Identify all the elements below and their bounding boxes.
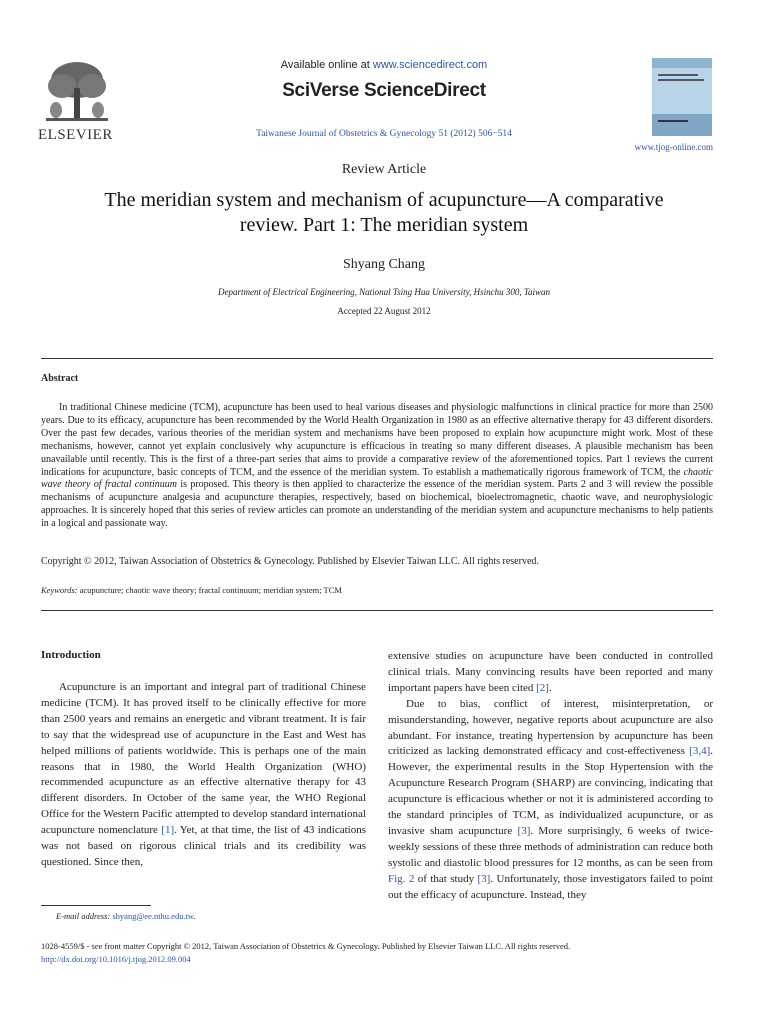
journal-cover-thumbnail-icon[interactable] <box>652 58 712 136</box>
ref-3-4-link[interactable]: [3,4] <box>689 745 711 758</box>
keywords-line <box>41 585 342 595</box>
ref-1-link[interactable]: [1] <box>161 824 175 837</box>
publisher-logo-text: ELSEVIER <box>38 127 113 143</box>
right-p1-a: extensive studies on acupuncture have been conducted in controlled clinical trials. Many convincing results have been reported and many important papers have been cited <box>388 650 713 694</box>
article-title-line-1: The meridian system and mechanism of acupuncture—A comparative <box>104 189 664 211</box>
right-p2-d: of that study <box>414 872 478 885</box>
author-affiliation: Department of Electrical Engineering, National Tsing Hua University, Hsinchu 300, Taiwan <box>217 287 551 297</box>
abstract-text-italic: chaotic wave theory of fractal continuum <box>41 466 713 491</box>
right-p2-c: . More surprisingly, 6 weeks of twice-weekly sessions of these three methods of administration can reduce both systolic and diastolic blood pressures for 12 months, as can be seen from <box>388 824 713 869</box>
abstract-top-divider <box>41 358 713 359</box>
article-type: Review Article <box>341 162 427 177</box>
left-p1-b: . Yet, at that time, the list of 43 indications was not based on rigorous clinical trials and its credibility was questioned. Since then, <box>41 824 367 868</box>
sciencedirect-link[interactable]: www.sciencedirect.com <box>372 59 488 71</box>
accepted-date: Accepted 22 August 2012 <box>337 306 431 316</box>
footnote-divider <box>41 905 151 906</box>
article-title-line-2: review. Part 1: The meridian system <box>239 214 529 236</box>
issn-copyright-line: 1028-4559/$ - see front matter Copyright © 2012, Taiwan Association of Obstetrics & Gynecology. Published by Elsevier Taiwan LLC. All rights reserved. <box>41 941 571 951</box>
right-p2-a: Due to bias, conflict of interest, misinterpretation, or misunderstanding, however, negative reports about acupuncture are also abundant. For instance, treating hypertension by acupuncture has been criticized as lacking demonstrated efficacy and cost-effectiveness <box>388 697 713 758</box>
journal-url-link[interactable]: www.tjog-online.com <box>634 142 713 152</box>
doi-link[interactable]: http://dx.doi.org/10.1016/j.tjog.2012.09.004 <box>41 953 191 964</box>
available-online-prefix: Available online at <box>280 59 373 71</box>
footnote-end: . <box>193 911 196 921</box>
email-label: E-mail address: <box>56 911 111 921</box>
keywords-list: acupuncture; chaotic wave theory; fractal continuum; meridian system; TCM <box>77 585 342 595</box>
abstract-text <box>41 402 713 531</box>
abstract-heading: Abstract <box>41 373 79 384</box>
ref-3-link[interactable]: [3] <box>517 824 531 837</box>
right-p1-b: . <box>548 681 552 694</box>
right-column-text <box>388 649 713 904</box>
right-p2-e: . Unfortunately, those investigators failed to point out the efficacy of acupuncture. Instead, they <box>388 872 713 901</box>
journal-citation[interactable]: Taiwanese Journal of Obstetrics & Gynecology 51 (2012) 506−514 <box>256 129 512 139</box>
right-p2-b: . However, the experimental results in the Stop Hypertension with the Acupuncture Research Program (SHARP) are convincing, indicating that acupuncture is efficacious whether or not it is administered according to the standard principles of TCM, as individualized acupuncture, or as invasive sham acupuncture <box>388 745 713 837</box>
fig-2-link[interactable]: Fig. 2 <box>388 872 415 885</box>
article-title <box>40 188 728 238</box>
ref-2-link[interactable]: [2] <box>536 681 549 694</box>
abstract-bottom-divider <box>41 610 713 611</box>
left-column-text <box>41 680 366 871</box>
footnote-email <box>56 911 196 921</box>
abstract-copyright: Copyright © 2012, Taiwan Association of Obstetrics & Gynecology. Published by Elsevier Taiwan LLC. All rights reserved. <box>41 556 539 567</box>
keywords-label: Keywords: <box>41 585 78 595</box>
ref-3-link-b[interactable]: [3] <box>477 872 491 885</box>
author-name: Shyang Chang <box>342 257 426 272</box>
left-p1-a: Acupuncture is an important and integral part of traditional Chinese medicine (TCM). It has proved itself to be clinically effective for more than 2500 years and remains an energetic and vibrant treatment. It is fair to say that the widespread use of acupuncture in the East and West has helped millions of patients worldwide. This is perhaps one of the main reasons that in 1980, the World Health Organization (WHO) recommended acupuncture as an effective alternative therapy for 43 different disorders. In October of the same year, the WHO Regional Office for the Western Pacific attempted to develop standard international acupuncture nomenclature <box>41 681 366 837</box>
page-footer <box>41 940 713 965</box>
author-email-link[interactable]: shyang@ee.nthu.edu.tw <box>112 911 194 921</box>
brand-name: SciVerse ScienceDirect <box>282 80 486 101</box>
introduction-heading: Introduction <box>41 649 101 661</box>
abstract-text-b: is proposed. This theory is then applied to characterize the essence of the meridian system. Parts 2 and 3 will review the possible mechanisms of acupuncture analgesia and acupuncture therapies, respectively, based on biochemical, bioelectromagnetic, chaotic wave, and neurophysiologic approaches. It is sincerely hoped that this series of review articles can promote an understanding of the meridian system and acupuncture mechanisms to help patients in a logical and passionate way. <box>41 479 713 530</box>
abstract-text-a: In traditional Chinese medicine (TCM), acupuncture has been used to heal various diseases and physiologic malfunctions in clinical practice for more than 2500 years. Due to its efficacy, acupuncture has been recommended by the World Health Organization in 1980 as an effective alternative therapy for 43 different disorders. Over the past few decades, various theories of the meridian system and mechanisms have been proposed to explain how acupuncture might work. Most of these mechanisms, however, cannot yet explain conclusively why acupuncture is efficacious in treating so many different diseases. A plausible mechanism has been unavailable until recently. This is the first of a three-part series that aims to provide a comparative review of the aforementioned topics. Part 1 reviews the current indications for acupuncture, basic concepts of TCM, and the essence of the meridian system. To establish a mathematically rigorous framework of TCM, the <box>41 402 713 478</box>
